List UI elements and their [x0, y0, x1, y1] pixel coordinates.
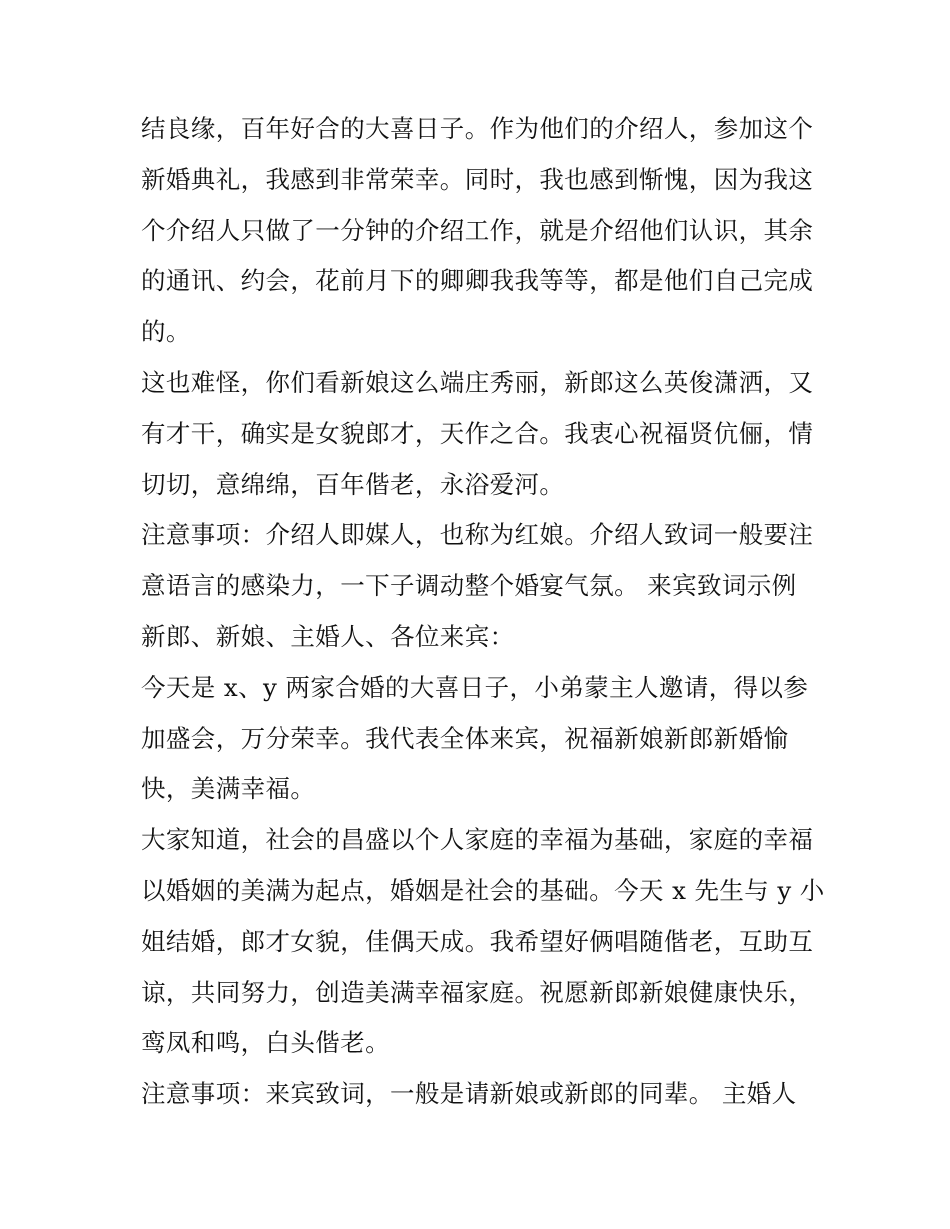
text-line: 姐结婚，郎才女貌，佳偶天成。我希望好俩唱随偕老，互助互	[141, 926, 814, 956]
text-line: 新郎、新娘、主婚人、各位来宾：	[141, 621, 515, 651]
text-line: 的。	[141, 317, 191, 347]
text-line: 谅，共同努力，创造美满幸福家庭。祝愿新郎新娘健康快乐，	[141, 977, 814, 1007]
text-line: 个介绍人只做了一分钟的介绍工作，就是介绍他们认识，其余	[141, 215, 814, 245]
document-body	[141, 104, 825, 1120]
text-line: 注意事项：介绍人即媒人，也称为红娘。介绍人致词一般要注	[141, 520, 814, 550]
text-line: 切切，意绵绵，百年偕老，永浴爱河。	[141, 469, 565, 499]
text-line: 有才干，确实是女貌郎才，天作之合。我衷心祝福贤伉俪，情	[141, 418, 814, 448]
text-line: 这也难怪，你们看新娘这么端庄秀丽，新郎这么英俊潇洒，又	[141, 367, 814, 397]
text-line: 意语言的感染力，一下子调动整个婚宴气氛。 来宾致词示例	[141, 571, 797, 601]
text-line: 快，美满幸福。	[141, 774, 316, 804]
text-line: 新婚典礼，我感到非常荣幸。同时，我也感到惭愧，因为我这	[141, 164, 814, 194]
text-line: 大家知道，社会的昌盛以个人家庭的幸福为基础，家庭的幸福	[141, 825, 814, 855]
text-line: 结良缘，百年好合的大喜日子。作为他们的介绍人，参加这个	[141, 114, 814, 143]
text-line: 的通讯、约会，花前月下的卿卿我我等等，都是他们自己完成	[141, 266, 814, 296]
text-line: 以婚姻的美满为起点，婚姻是社会的基础。今天 x 先生与 y 小	[141, 875, 825, 905]
text-line: 今天是 x、y 两家合婚的大喜日子，小弟蒙主人邀请，得以参	[141, 672, 809, 702]
text-line: 鸾凤和鸣，白头偕老。	[141, 1028, 390, 1058]
text-line: 加盛会，万分荣幸。我代表全体来宾，祝福新娘新郎新婚愉	[141, 723, 789, 753]
text-line: 注意事项：来宾致词，一般是请新娘或新郎的同辈。 主婚人	[141, 1079, 797, 1109]
